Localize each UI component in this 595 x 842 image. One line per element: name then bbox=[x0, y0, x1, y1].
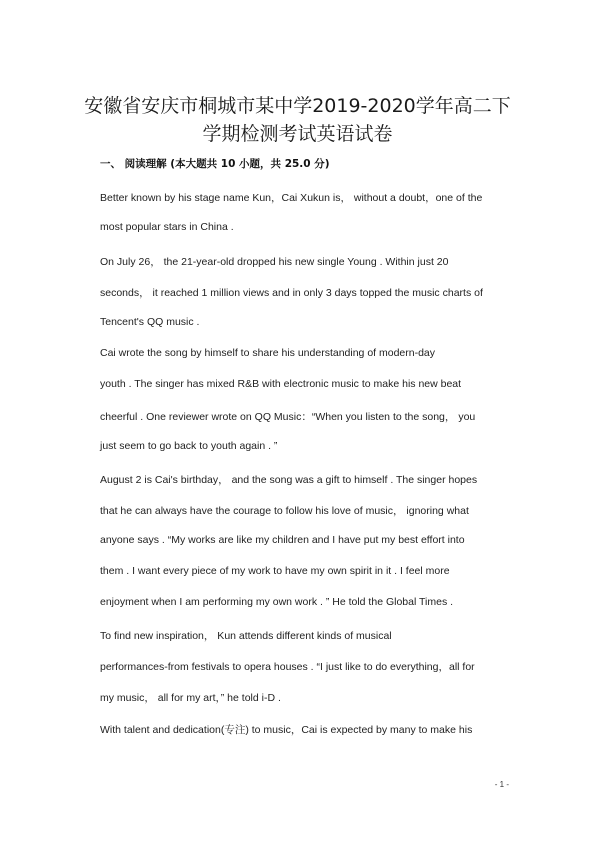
passage-line: Cai wrote the song by himself to share his understanding of modern-day bbox=[100, 347, 436, 359]
passage-line: youth . The singer has mixed R&B with electronic music to make his new beat bbox=[100, 378, 462, 390]
title-line-2: 学期检测考试英语试卷 bbox=[202, 123, 393, 145]
passage-line: that he can always have the courage to follow his love of music， ignoring what bbox=[100, 505, 469, 517]
passage-line: just seem to go back to youth again . ” bbox=[100, 440, 278, 452]
passage-line: anyone says . “My works are like my children and I have put my best effort into bbox=[100, 534, 465, 546]
passage-line: enjoyment when I am performing my own work . ” He told the Global Times . bbox=[100, 596, 454, 608]
passage-line: them . I want every piece of my work to have my own spirit in it . I feel more bbox=[100, 565, 450, 577]
passage-line: most popular stars in China . bbox=[100, 221, 234, 233]
passage-line: On July 26， the 21-year-old dropped his new single Young . Within just 20 bbox=[100, 256, 449, 268]
page-number: - 1 - bbox=[494, 780, 509, 789]
passage-line: To find new inspiration， Kun attends different kinds of musical bbox=[100, 630, 392, 642]
passage-line: Better known by his stage name Kun，Cai Xukun is， without a doubt，one of the bbox=[100, 192, 483, 204]
passage-line: Tencent's QQ music . bbox=[100, 316, 200, 328]
passage-line: August 2 is Cai's birthday， and the song was a gift to himself . The singer hopes bbox=[100, 474, 478, 486]
passage-line: With talent and dedication(专注) to music，Cai is expected by many to make his bbox=[100, 724, 473, 736]
passage-line: my music， all for my art，” he told i-D . bbox=[100, 692, 281, 704]
passage-line: performances-from festivals to opera houses . “I just like to do everything，all for bbox=[100, 661, 475, 673]
section-heading: 一、 阅读理解 (本大题共 10 小题，共 25.0 分) bbox=[100, 158, 330, 170]
document-title bbox=[0, 92, 595, 148]
title-line-1: 安徽省安庆市桐城市某中学2019-2020学年高二下 bbox=[84, 95, 511, 117]
passage-line: seconds， it reached 1 million views and in only 3 days topped the music charts of bbox=[100, 287, 483, 299]
passage-line: cheerful . One reviewer wrote on QQ Music：“When you listen to the song， you bbox=[100, 411, 476, 423]
